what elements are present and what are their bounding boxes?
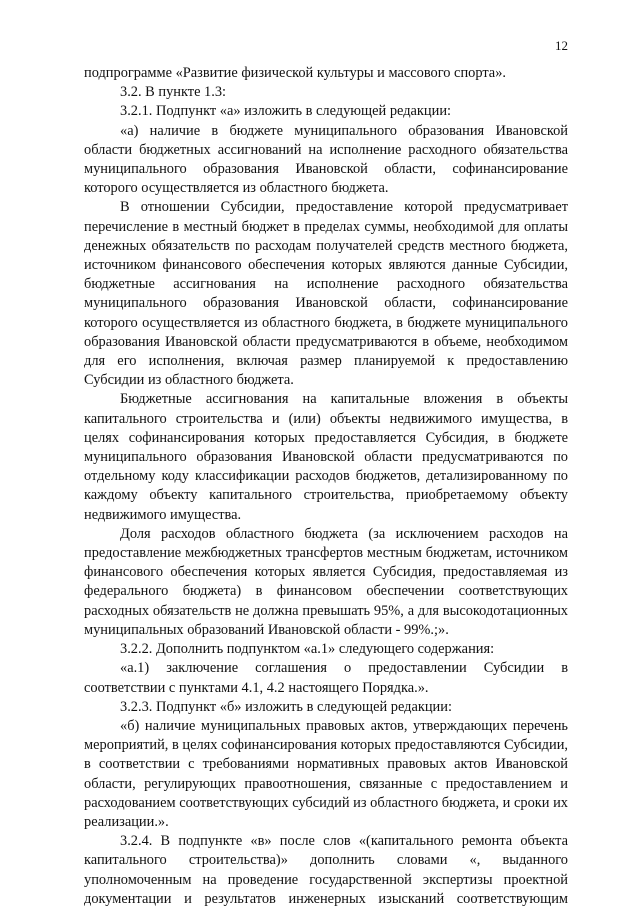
paragraph-11: «б) наличие муниципальных правовых актов, утверждающих перечень мероприятий, в целях софинансирования которых предоставляются Субсидии, в соответствии с требованиями нормативных правовых актов Ивановской области, регулирующих правоотношения, связанные с предоставлением и расходованием соответствующих субсидий из областного бюджета, и сроки их реализации.». — [84, 717, 568, 830]
paragraph-1: подпрограмме «Развитие физической культуры и массового спорта». — [84, 65, 506, 81]
paragraph-3: 3.2.1. Подпункт «а» изложить в следующей редакции: — [120, 103, 452, 120]
paragraph-2: 3.2. В пункте 1.3: — [120, 84, 227, 101]
paragraph-5: В отношении Субсидии, предоставление которой предусматривает перечисление в местный бюджет в пределах суммы, необходимой для оплаты денежных обязательств по расходам получателей средств местного бюджета, источником финансового обеспечения которых являются данные Субсидии, бюджетные ассигнования на исполнение расходного обязательства муниципального образования Ивановской области, софинансирование которого осуществляется из областного бюджета, в бюджете муниципального образования Ивановской области предусматриваются в объеме, необходимом для его исполнения, включая размер планируемой к предоставлению Субсидии из областного бюджета. — [84, 199, 568, 389]
paragraph-4: «а) наличие в бюджете муниципального образования Ивановской области бюджетных ассигнований на исполнение расходного обязательства муниципального образования Ивановской области, софинансирование которого осуществляется из областного бюджета. — [84, 122, 568, 197]
document-body — [84, 64, 568, 909]
page-number: 12 — [555, 38, 568, 53]
paragraph-6: Бюджетные ассигнования на капитальные вложения в объекты капитального строительства и (или) объекты недвижимого имущества, в целях софинансирования которых предоставляется Субсидия, в бюджете муниципального образования Ивановской области предусматриваются по отдельному коду классификации расходов бюджетов, детализированному по каждому объекту капитального строительства, приобретаемому объекту недвижимого имущества. — [84, 391, 568, 523]
paragraph-10: 3.2.3. Подпункт «б» изложить в следующей редакции: — [120, 698, 452, 715]
paragraph-9: «а.1) заключение соглашения о предоставлении Субсидии в соответствии с пунктами 4.1, 4.2 настоящего Порядка.». — [84, 660, 568, 696]
paragraph-12: 3.2.4. В подпункте «в» после слов «(капитального ремонта объекта капитального строительства)» дополнить словами «, выданного уполномоченным на проведение государственной экспертизы проектной документации и результатов инженерных изысканий соответствующим — [84, 833, 568, 907]
paragraph-8: 3.2.2. Дополнить подпунктом «а.1» следующего содержания: — [120, 641, 495, 658]
paragraph-7: Доля расходов областного бюджета (за исключением расходов на предоставление межбюджетных трансфертов местным бюджетам, источником финансового обеспечения которых является Субсидия, предоставляемая из федерального бюджета) в финансовом обеспечении соответствующих расходных обязательств не должна превышать 95%, а для высокодотационных муниципальных образований Ивановской области - 99%.;». — [84, 525, 568, 638]
